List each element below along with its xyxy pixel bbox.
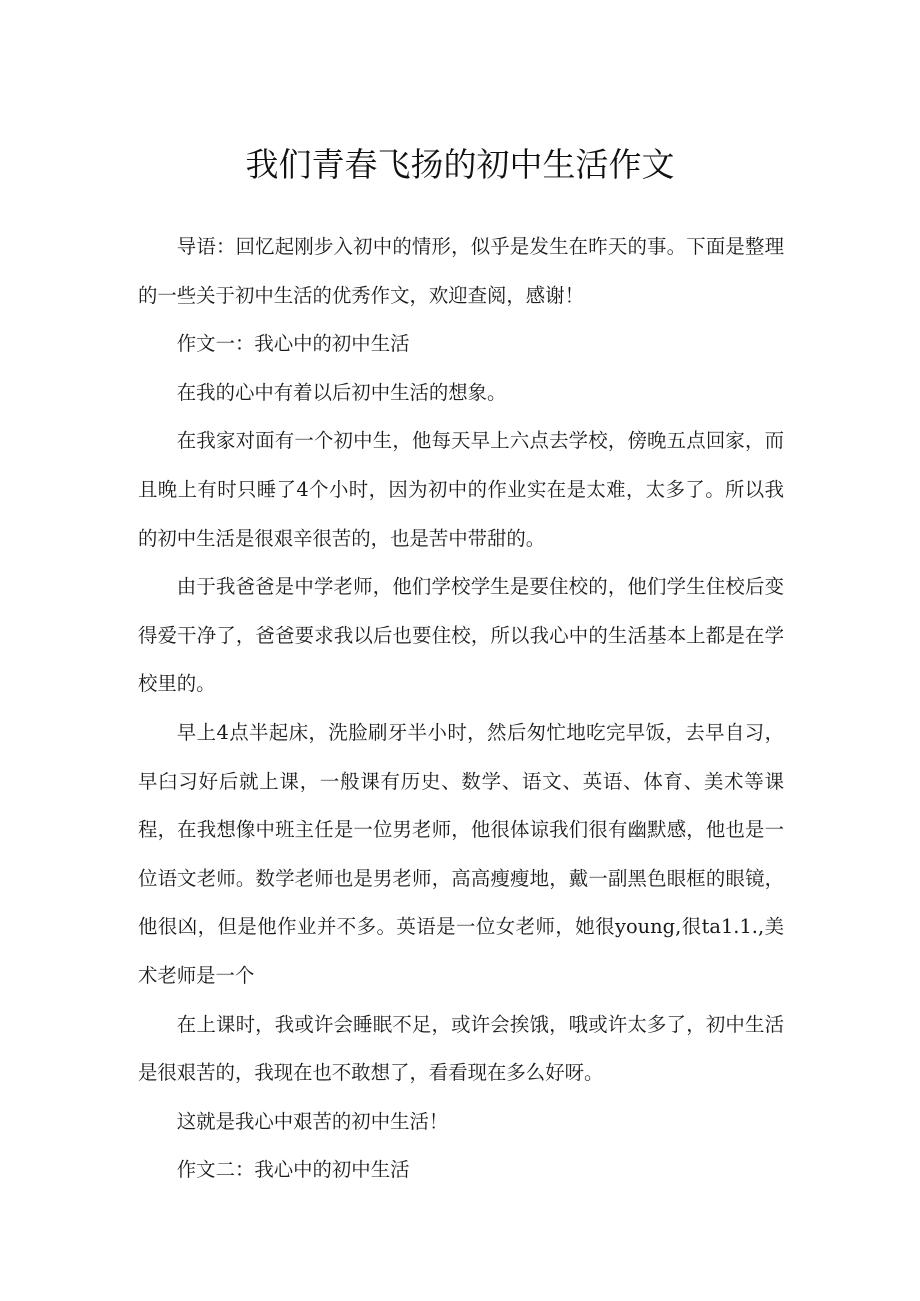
paragraph: 在我的心中有着以后初中生活的想象。	[176, 380, 507, 404]
document-title: 我们青春飞扬的初中生活作文	[245, 145, 675, 184]
paragraph: 由于我爸爸是中学老师，他们学校学生是要住校的，他们学生住校后变得爱干净了，爸爸要求我以后也要住校，所以我心中的生活基本上都是在学校里的。	[138, 575, 784, 696]
paragraph-intro: 导语：回忆起刚步入初中的情形，似乎是发生在昨天的事。下面是整理的一些关于初中生活的优秀作文，欢迎查阅，感谢！	[138, 235, 784, 307]
paragraph: 在我家对面有一个初中生，他每天早上六点去学校，傍晚五点回家，而且晚上有时只睡了4个小时，因为初中的作业实在是太难，太多了。所以我的初中生活是很艰辛很苦的，也是苦中带甜的。	[138, 429, 784, 550]
paragraph: 在上课时，我或许会睡眠不足，或许会挨饿，哦或许太多了，初中生活是很艰苦的，我现在也不敢想了，看看现在多么好呀。	[138, 1012, 784, 1085]
document-body	[138, 223, 784, 1195]
paragraph: 早上4点半起床，洗脸刷牙半小时，然后匆忙地吃完早饭，去早自习，早臼习好后就上课，一般课有历史、数学、语文、英语、体育、美术等课程，在我想像中班主任是一位男老师，他很体谅我们很有幽默感，他也是一位语文老师。数学老师也是男老师，高高瘦瘦地，戴一副黑色眼框的眼镜，他很凶，但是他作业并不多。英语是一位女老师，她很young,很ta1.1.,美术老师是一个	[138, 720, 784, 987]
paragraph-essay-one-heading: 作文一：我心中的初中生活	[176, 332, 410, 356]
paragraph: 这就是我心中艰苦的初中生活！	[176, 1109, 449, 1133]
paragraph-essay-two-heading: 作文二：我心中的初中生活	[176, 1158, 410, 1182]
